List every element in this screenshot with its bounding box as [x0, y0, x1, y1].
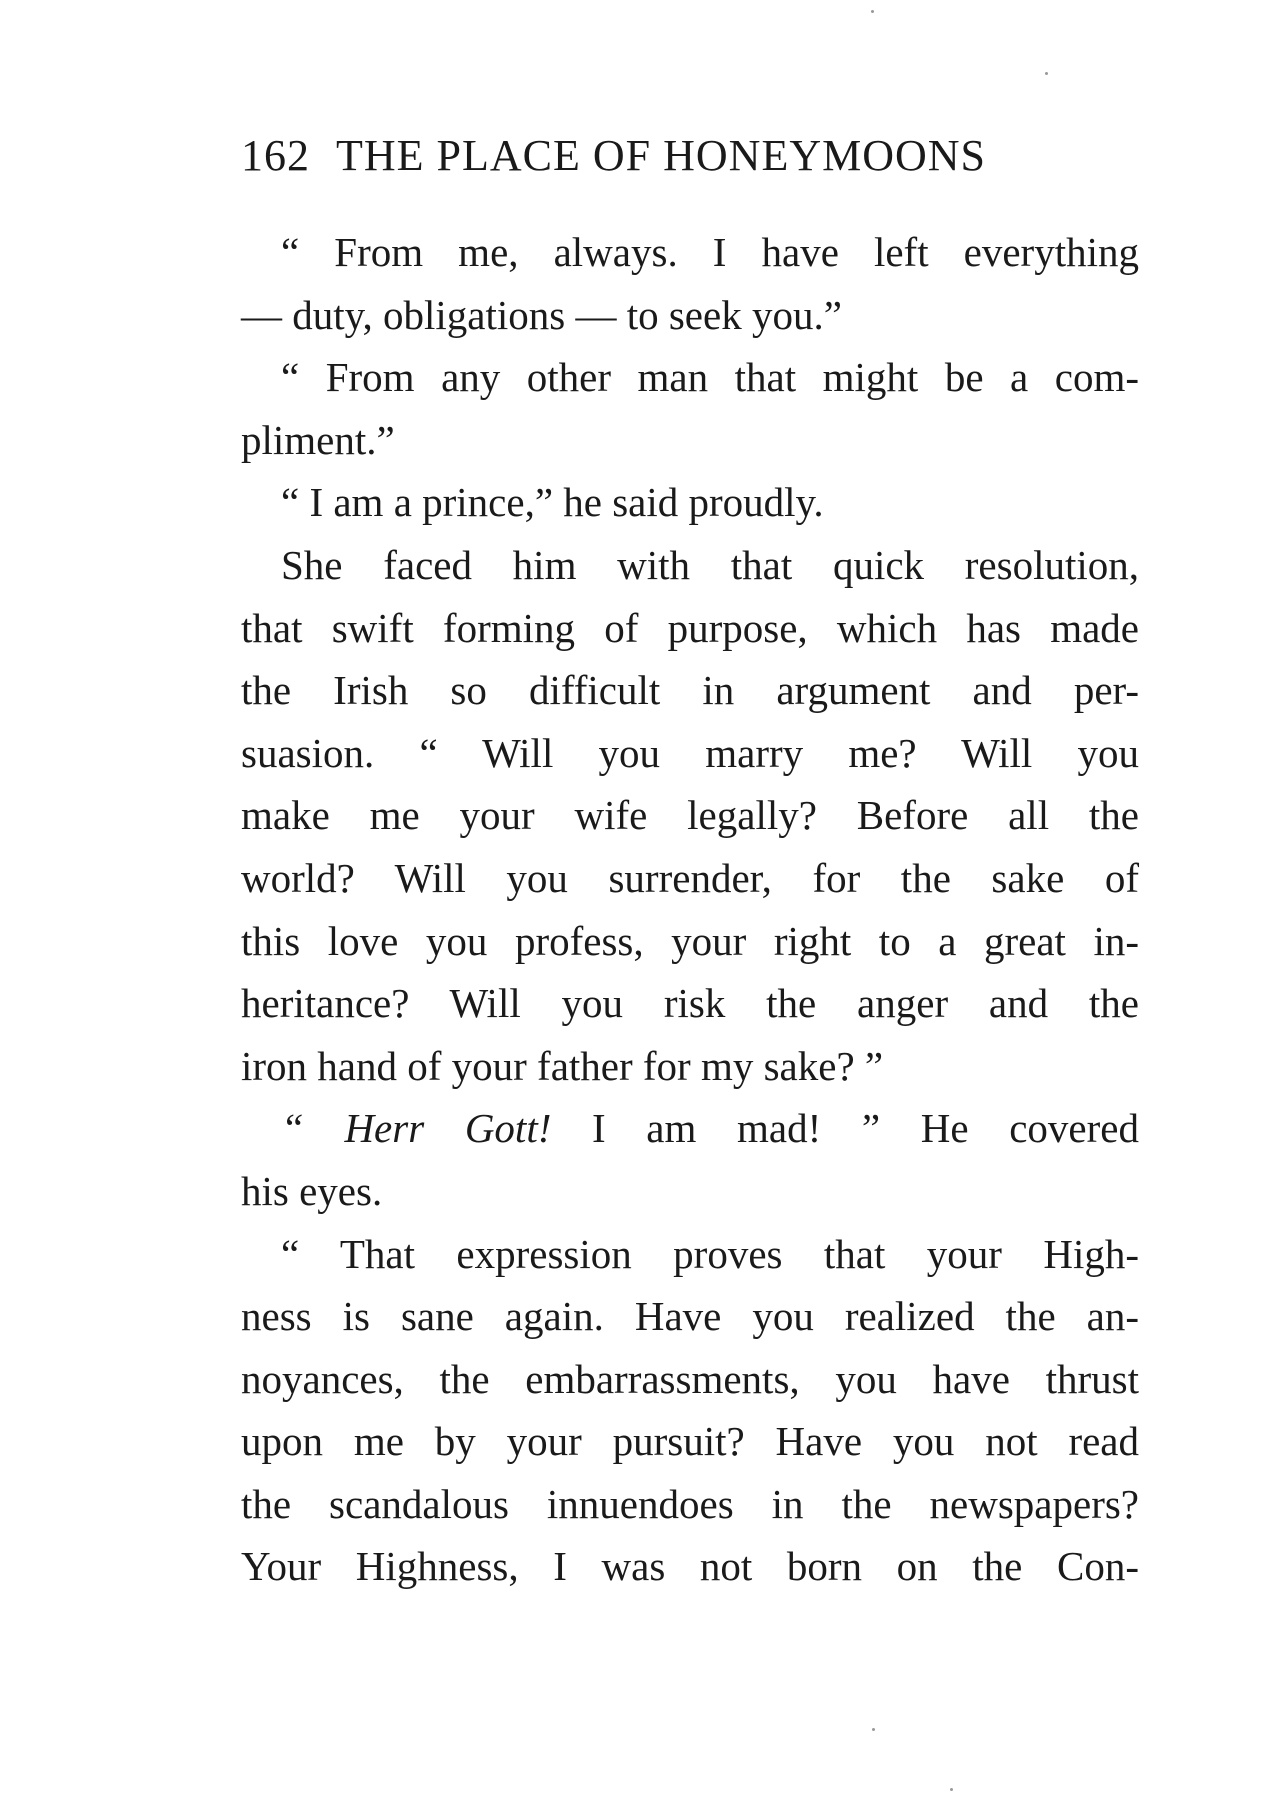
text-line: “ That expression proves that your High- — [281, 1230, 1139, 1277]
paper-speck — [872, 1728, 875, 1731]
running-header — [241, 130, 1141, 190]
text-line: — duty, obligations — to seek you.” — [241, 291, 842, 338]
text-line: noyances, the embarrassments, you have thrust — [241, 1355, 1139, 1402]
text-line: the Irish so difficult in argument and per- — [241, 667, 1139, 714]
text-line: “ From any other man that might be a com- — [281, 354, 1139, 401]
running-title: THE PLACE OF HONEYMOONS — [336, 131, 987, 180]
text-line-rest: I am mad! ” He covered — [551, 1105, 1139, 1152]
text-line: “ I am a prince,” he said proudly. — [281, 479, 824, 526]
paper-speck — [1045, 72, 1048, 75]
italic-exclamation: “ Herr Gott! — [281, 1105, 552, 1152]
paper-speck — [871, 10, 874, 13]
text-line: make me your wife legally? Before all the — [241, 792, 1139, 839]
text-line: Your Highness, I was not born on the Con- — [241, 1543, 1139, 1590]
text-line: She faced him with that quick resolution, — [281, 541, 1139, 588]
text-line: this love you profess, your right to a great in- — [241, 917, 1139, 964]
paper-speck — [950, 1788, 953, 1791]
text-line: “ From me, always. I have left everything — [281, 229, 1139, 275]
text-line: his eyes. — [241, 1167, 383, 1214]
body-text — [241, 221, 1139, 1598]
text-line: suasion. “ Will you marry me? Will you — [241, 729, 1139, 776]
text-line — [241, 1097, 1139, 1160]
text-line: heritance? Will you risk the anger and the — [241, 980, 1139, 1027]
text-line: that swift forming of purpose, which has made — [241, 604, 1139, 651]
text-line: iron hand of your father for my sake? ” — [241, 1042, 884, 1089]
page-number: 162 — [241, 131, 310, 180]
text-line: ness is sane again. Have you realized the an- — [241, 1293, 1139, 1340]
text-line: pliment.” — [241, 416, 395, 463]
text-line: world? Will you surrender, for the sake of — [241, 854, 1139, 901]
text-line: the scandalous innuendoes in the newspapers? — [241, 1480, 1139, 1527]
text-line: upon me by your pursuit? Have you not read — [241, 1418, 1139, 1465]
